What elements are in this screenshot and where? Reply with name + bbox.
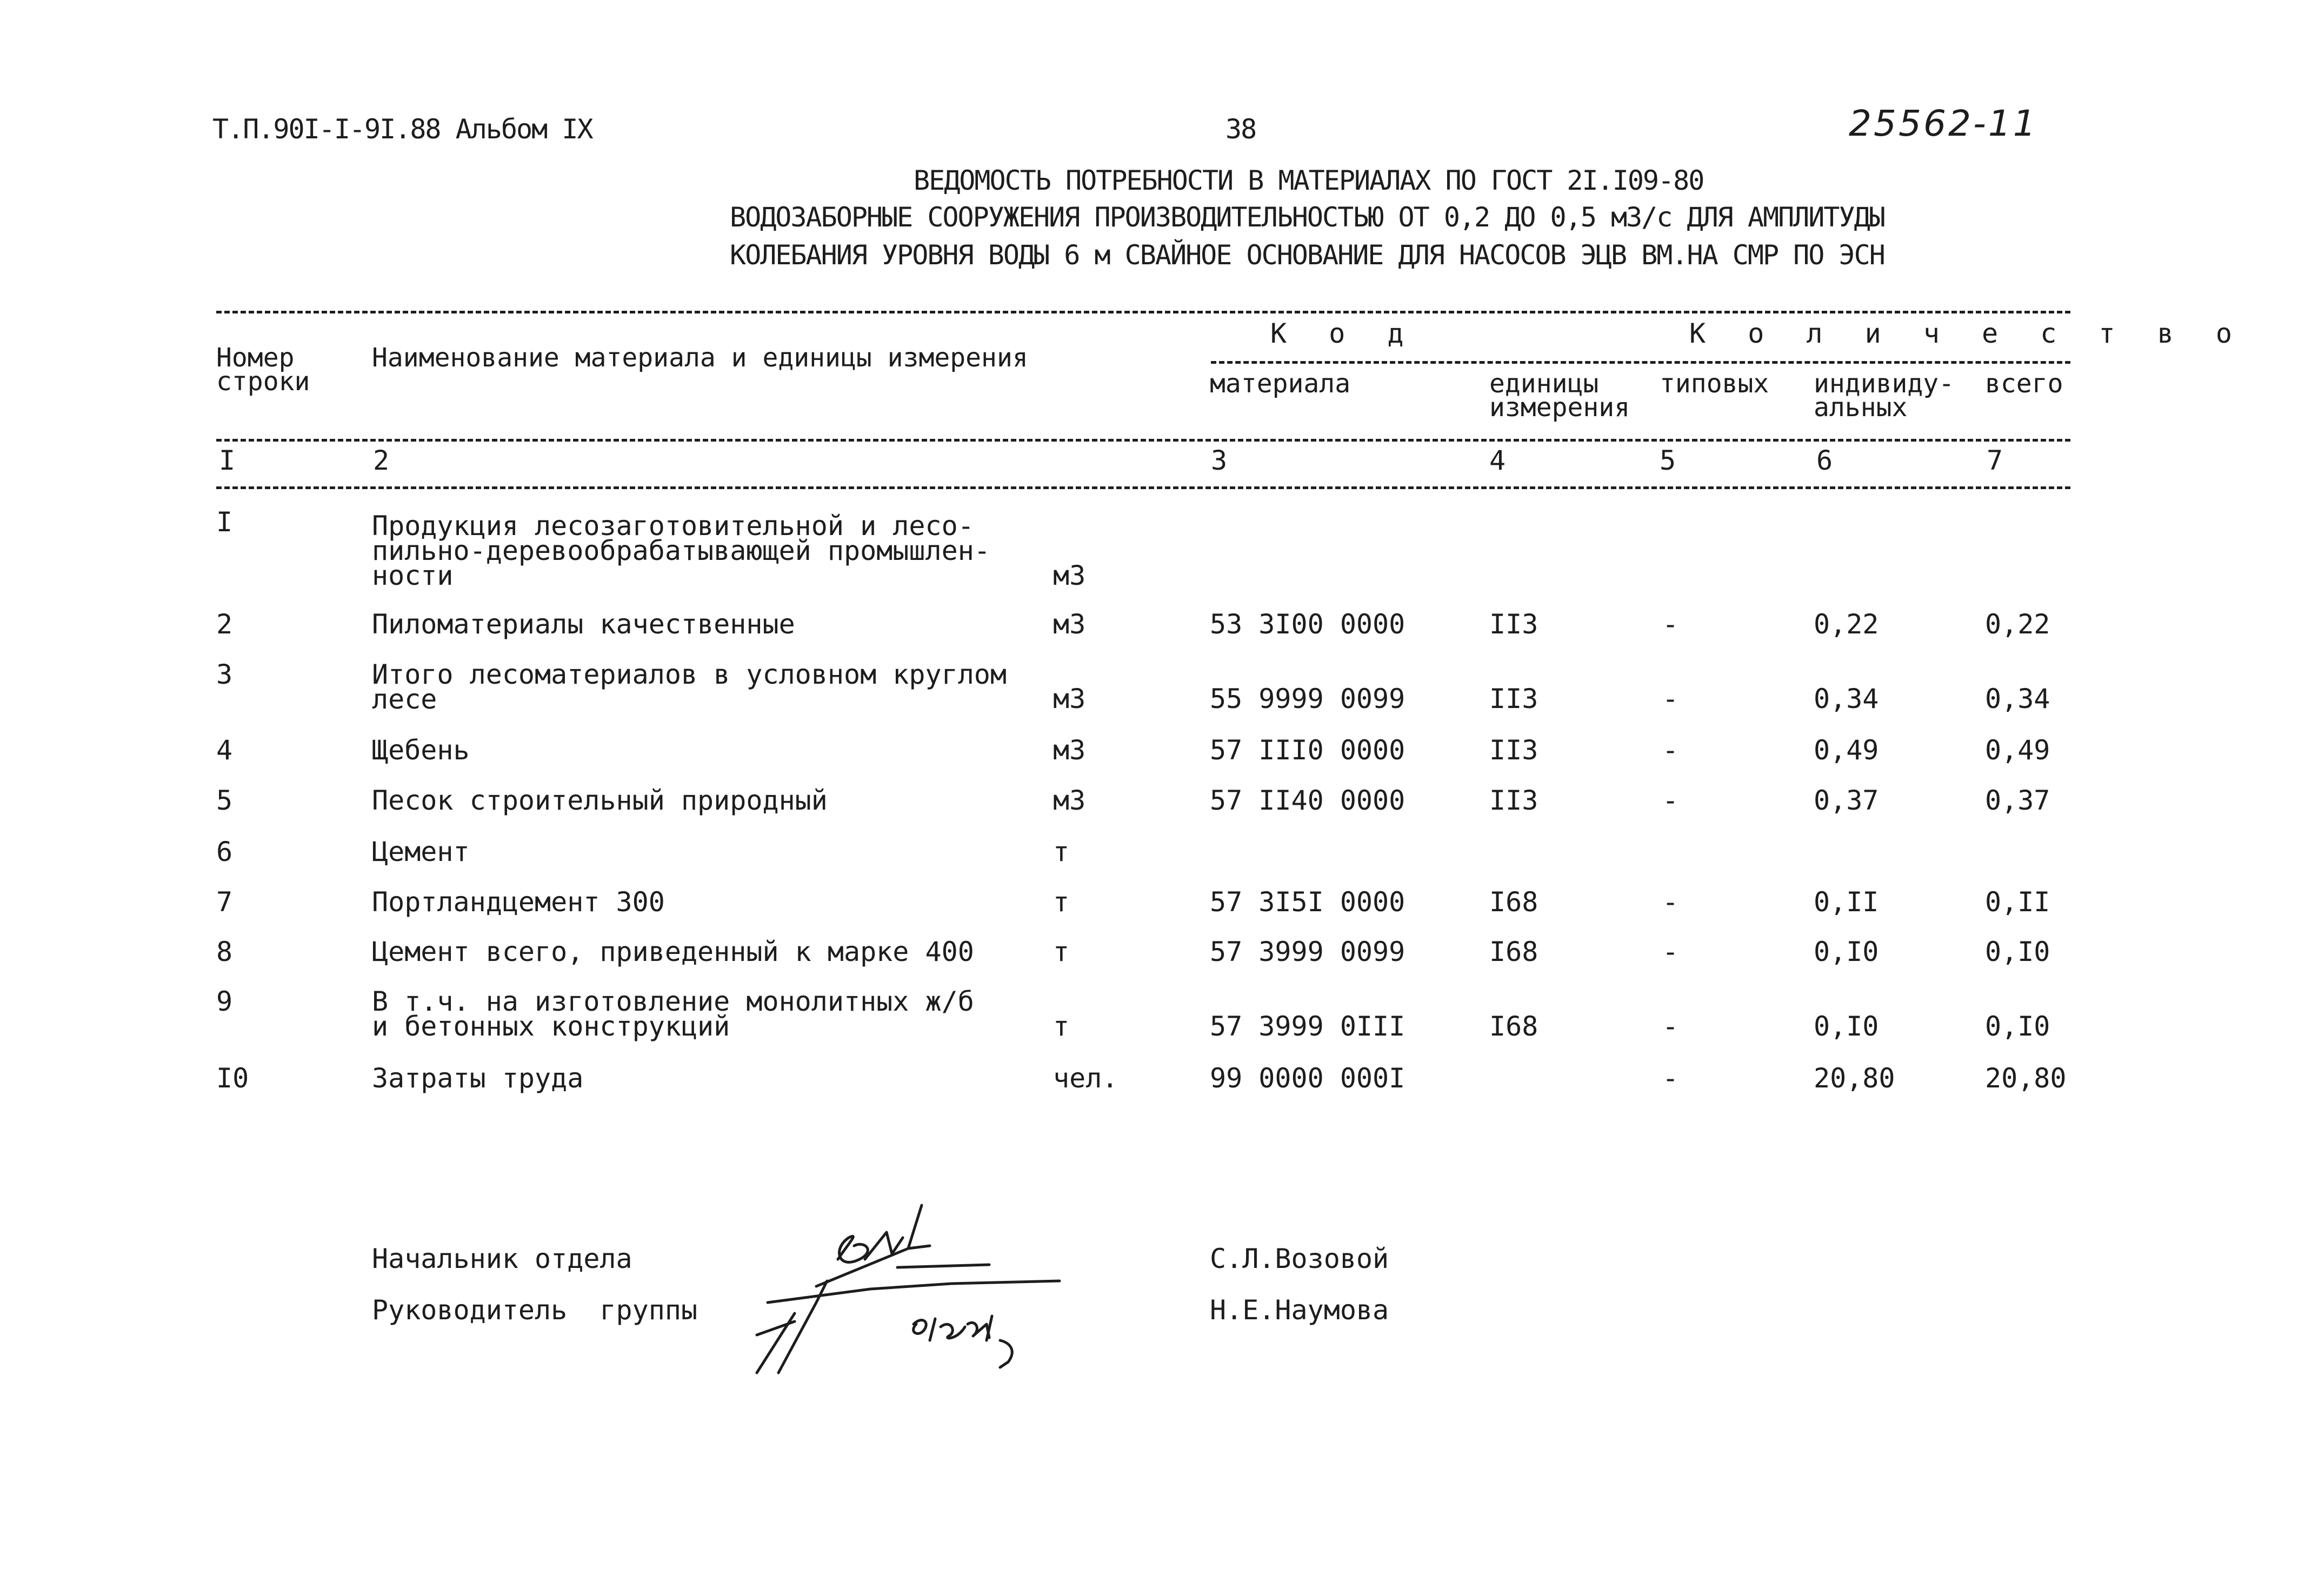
unit-code: II3	[1489, 609, 1538, 640]
header-code-group: К о д	[1270, 318, 1417, 349]
typical-quantity: -	[1662, 609, 1679, 640]
signatory-name-1: С.Л.Возовой	[1210, 1243, 1389, 1274]
row-number: 8	[216, 936, 233, 967]
total-quantity: 0,34	[1985, 683, 2050, 714]
unit: т	[1053, 936, 1070, 967]
material-name: В т.ч. на изготовление монолитных ж/б и бетонных конструкций	[372, 986, 974, 1042]
title-line-2: ВОДОЗАБОРНЫЕ СООРУЖЕНИЯ ПРОИЗВОДИТЕЛЬНОСТЬЮ ОТ 0,2 ДО 0,5 м3/с ДЛЯ АМПЛИТУДЫ	[730, 202, 1884, 233]
individual-quantity: 0,37	[1814, 785, 1879, 816]
individual-quantity: 0,I0	[1814, 936, 1879, 967]
header-individual: индивиду- альных	[1814, 369, 1955, 423]
individual-quantity: 0,22	[1814, 609, 1879, 640]
row-number: 3	[216, 659, 233, 690]
individual-quantity: 0,34	[1814, 683, 1879, 714]
title-line-1: ВЕДОМОСТЬ ПОТРЕБНОСТИ В МАТЕРИАЛАХ ПО ГОСТ 2I.I09-80	[914, 165, 1704, 196]
material-name: Цемент всего, приведенный к марке 400	[372, 936, 974, 967]
material-code: 57 3999 0III	[1210, 1011, 1406, 1042]
material-code: 57 II40 0000	[1210, 785, 1406, 816]
header-quantity-group: К о л и ч е с т в о	[1689, 318, 2245, 349]
row-number: 7	[216, 886, 233, 918]
row-number: 9	[216, 986, 233, 1017]
material-code: 57 3I5I 0000	[1210, 886, 1406, 918]
header-material-name: Наименование материала и единицы измерения	[372, 343, 1028, 373]
unit-code: II3	[1489, 683, 1538, 714]
typical-quantity: -	[1662, 1011, 1679, 1042]
material-code: 53 3I00 0000	[1210, 609, 1406, 640]
column-number: 6	[1816, 445, 1833, 476]
material-code: 57 III0 0000	[1210, 734, 1406, 766]
total-quantity: 0,I0	[1985, 936, 2050, 967]
total-quantity: 0,37	[1985, 785, 2050, 816]
row-number: 5	[216, 785, 233, 816]
column-number: 3	[1211, 445, 1228, 476]
row-number: I0	[216, 1063, 249, 1094]
page-number: 38	[1225, 113, 1256, 145]
role-group-lead: Руководитель группы	[372, 1294, 698, 1326]
code-group-rule	[1211, 361, 2070, 364]
header-bottom-rule	[216, 439, 2070, 442]
material-name: Песок строительный природный	[372, 785, 828, 816]
material-name: Портландцемент 300	[372, 886, 665, 918]
typical-quantity: -	[1662, 936, 1679, 967]
column-number: 5	[1660, 445, 1676, 476]
total-quantity: 20,80	[1985, 1063, 2067, 1094]
unit-code: I68	[1489, 936, 1538, 967]
material-name: Пиломатериалы качественные	[372, 609, 795, 640]
typical-quantity: -	[1662, 785, 1679, 816]
typical-quantity: -	[1662, 1063, 1679, 1094]
title-line-3: КОЛЕБАНИЯ УРОВНЯ ВОДЫ 6 м СВАЙНОЕ ОСНОВАНИЕ ДЛЯ НАСОСОВ ЭЦВ ВМ.НА СМР ПО ЭСН	[730, 239, 1884, 271]
typical-quantity: -	[1662, 886, 1679, 918]
unit-code: II3	[1489, 785, 1538, 816]
individual-quantity: 0,49	[1814, 734, 1879, 766]
column-number: 4	[1489, 445, 1506, 476]
header-typical: типовых	[1660, 369, 1769, 399]
material-code: 57 3999 0099	[1210, 936, 1406, 967]
column-number: 2	[373, 445, 390, 476]
material-name: Затраты труда	[372, 1063, 584, 1094]
header-unit-code: единицы измерения	[1489, 369, 1630, 423]
unit: м3	[1053, 560, 1086, 591]
material-name: Итого лесоматериалов в условном круглом лесе	[372, 659, 1007, 715]
typical-quantity: -	[1662, 734, 1679, 766]
material-code: 55 9999 0099	[1210, 683, 1406, 714]
handwritten-signature	[735, 1194, 1114, 1389]
material-name: Цемент	[372, 836, 470, 867]
total-quantity: 0,22	[1985, 609, 2050, 640]
total-quantity: 0,I0	[1985, 1011, 2050, 1042]
unit: т	[1053, 886, 1070, 918]
unit: м3	[1053, 609, 1086, 640]
header-row-number: Номер строки	[216, 343, 310, 397]
total-quantity: 0,II	[1985, 886, 2050, 918]
unit: м3	[1053, 785, 1086, 816]
material-name: Щебень	[372, 734, 470, 766]
material-name: Продукция лесозаготовительной и лесо- пильно-деревообрабатывающей промышлен- ности	[372, 510, 990, 591]
column-number: 7	[1987, 445, 2003, 476]
unit: м3	[1053, 683, 1086, 714]
row-number: 6	[216, 836, 233, 867]
row-number: 4	[216, 734, 233, 766]
unit-code: II3	[1489, 734, 1538, 766]
material-code: 99 0000 000I	[1210, 1063, 1406, 1094]
unit: т	[1053, 1011, 1070, 1042]
header-material-code: материала	[1210, 369, 1351, 399]
individual-quantity: 0,II	[1814, 886, 1879, 918]
unit: т	[1053, 836, 1070, 867]
row-number: 2	[216, 609, 233, 640]
table-top-rule	[216, 311, 2070, 313]
stamp-number: 25562-11	[1849, 103, 2038, 144]
unit: чел.	[1053, 1063, 1118, 1094]
individual-quantity: 20,80	[1814, 1063, 1895, 1094]
total-quantity: 0,49	[1985, 734, 2050, 766]
individual-quantity: 0,I0	[1814, 1011, 1879, 1042]
signatory-name-2: Н.Е.Наумова	[1210, 1294, 1389, 1326]
unit: м3	[1053, 734, 1086, 766]
unit-code: I68	[1489, 1011, 1538, 1042]
typical-quantity: -	[1662, 683, 1679, 714]
unit-code: I68	[1489, 886, 1538, 918]
column-numbers-rule	[216, 486, 2070, 489]
header-total: всего	[1985, 369, 2063, 399]
row-number: I	[216, 506, 233, 538]
document-code: Т.П.90I-I-9I.88 Альбом IX	[212, 113, 592, 145]
role-department-head: Начальник отдела	[372, 1243, 632, 1274]
column-number: I	[219, 445, 236, 476]
